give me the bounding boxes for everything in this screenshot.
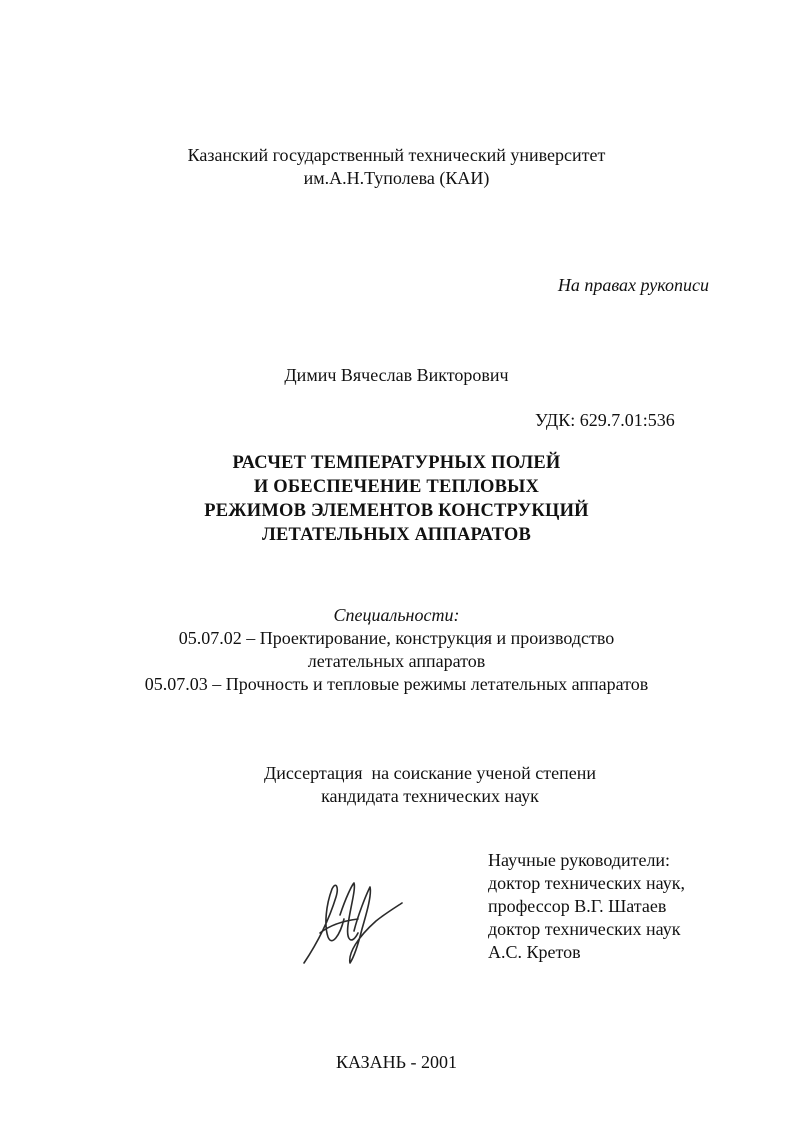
title-line: РАСЧЕТ ТЕМПЕРАТУРНЫХ ПОЛЕЙ [232, 453, 561, 473]
university-name: Казанский государственный технический университет [187, 145, 606, 165]
supervisor-line: доктор технических наук, [488, 873, 685, 893]
city-year: КАЗАНЬ - 2001 [336, 1052, 457, 1072]
udk-code: УДК: 629.7.01:536 [535, 410, 675, 430]
degree-line: кандидата технических наук [321, 786, 539, 806]
specialty-line: 05.07.02 – Проектирование, конструкция и производство [178, 628, 615, 648]
specialty-line: летательных аппаратов [307, 651, 486, 671]
specialties-heading: Специальности: [333, 605, 460, 625]
title-line: И ОБЕСПЕЧЕНИЕ ТЕПЛОВЫХ [253, 477, 540, 497]
author-name: Димич Вячеслав Викторович [284, 365, 509, 385]
university-subtitle: им.А.Н.Туполева (КАИ) [303, 168, 490, 188]
manuscript-note: На правах рукописи [557, 275, 709, 295]
supervisor-line: А.С. Кретов [488, 942, 581, 962]
dissertation-title [0, 451, 793, 547]
university-header [0, 144, 793, 190]
supervisors-block [488, 849, 685, 964]
supervisors-heading: Научные руководители: [488, 850, 671, 870]
title-line: РЕЖИМОВ ЭЛЕМЕНТОВ КОНСТРУКЦИЙ [204, 501, 589, 521]
supervisor-line: доктор технических наук [488, 919, 681, 939]
supervisor-line: профессор В.Г. Шатаев [488, 896, 667, 916]
title-line: ЛЕТАТЕЛЬНЫХ АППАРАТОВ [262, 525, 531, 545]
degree-line: Диссертация на соискание ученой степени [264, 763, 596, 783]
specialties-block [0, 604, 793, 696]
handwritten-signature [296, 875, 406, 970]
dissertation-degree [0, 762, 793, 808]
specialty-line: 05.07.03 – Прочность и тепловые режимы летательных аппаратов [144, 674, 649, 694]
